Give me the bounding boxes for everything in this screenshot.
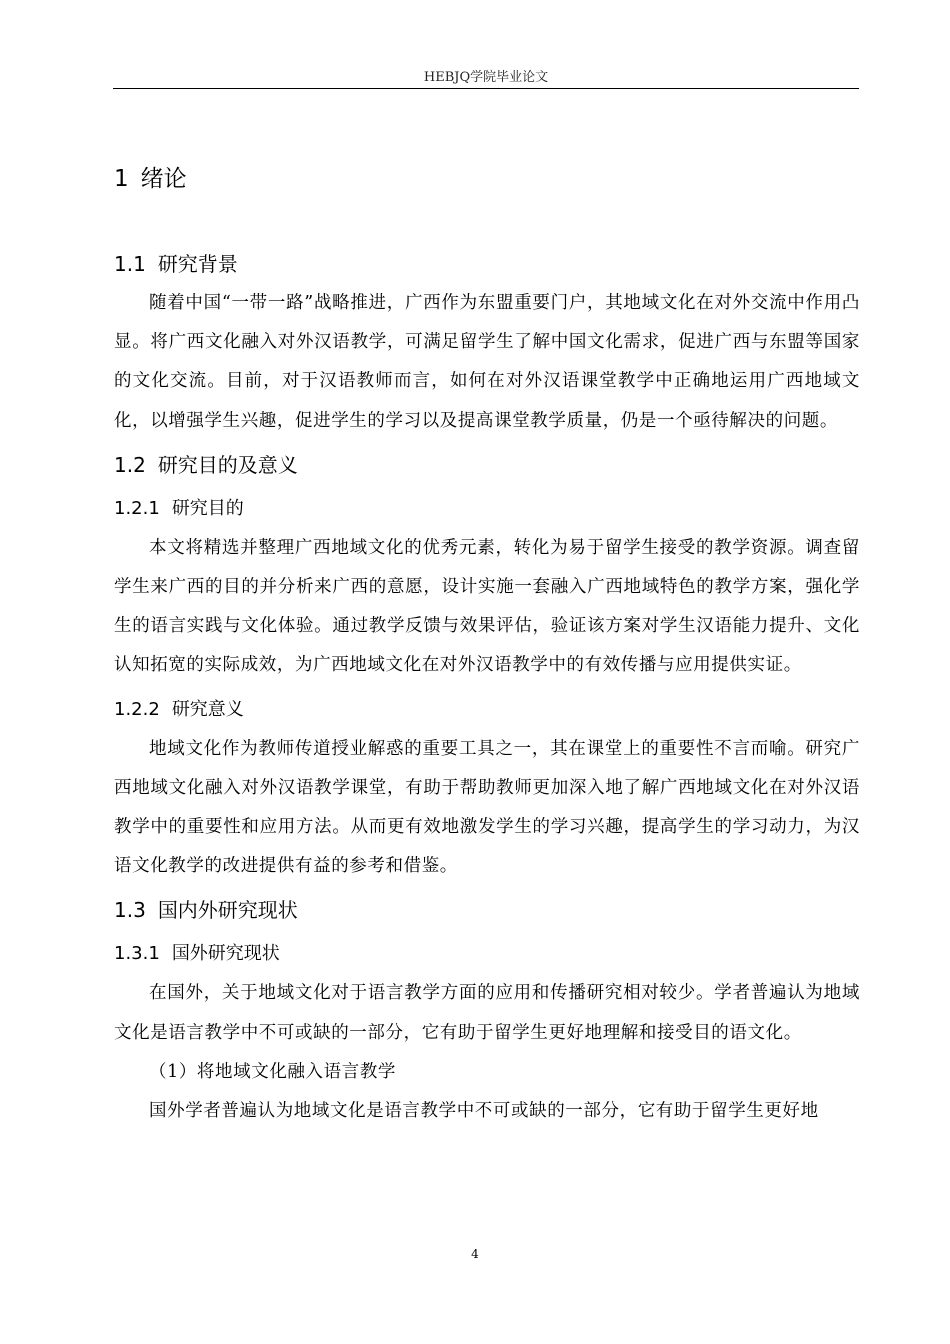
page-number: 4 [471, 1247, 479, 1261]
section-heading-1-3 [114, 890, 860, 930]
subsection-heading-1-2-2 [114, 690, 860, 730]
paragraph-foreign-research: 在国外，关于地域文化对于语言教学方面的应用和传播研究相对较少。学者普遍认为地域文化是语言教学中不可或缺的一部分，它有助于留学生更好地理解和接受目的语文化。 [114, 983, 860, 1043]
section-heading-1-1 [114, 244, 860, 284]
chapter-title: 绪论 [140, 166, 187, 192]
subsection-title: 国外研究现状 [171, 943, 280, 965]
section-heading-1-2 [114, 445, 860, 485]
section-title: 研究背景 [157, 252, 238, 276]
page-body [114, 150, 860, 1131]
section-title: 研究目的及意义 [157, 452, 298, 477]
section-number: 1.1 [114, 252, 146, 276]
paragraph-foreign-research-continued: 国外学者普遍认为地域文化是语言教学中不可或缺的一部分，它有助于留学生更好地 [149, 1101, 819, 1122]
paragraph-purpose: 本文将精选并整理广西地域文化的优秀元素，转化为易于留学生接受的教学资源。调查留学生来广西的目的并分析来广西的意愿，设计实施一套融入广西地域特色的教学方案，强化学生的语言实践与文化体验。通过教学反馈与效果评估，验证该方案对学生汉语能力提升、文化认知拓宽的实际成效，为广西地域文化在对外汉语教学中的有效传播与应用提供实证。 [114, 537, 860, 676]
section-title: 国内外研究现状 [157, 898, 298, 923]
paragraph-background: 随着中国“一带一路”战略推进，广西作为东盟重要门户，其地域文化在对外交流中作用凸显。将广西文化融入对外汉语教学，可满足留学生了解中国文化需求，促进广西与东盟等国家的文化交流。目前，对于汉语教师而言，如何在对外汉语课堂教学中正确地运用广西地域文化，以增强学生兴趣，促进学生的学习以及提高课堂教学质量，仍是一个亟待解决的问题。 [114, 293, 860, 431]
section-number: 1.3 [114, 898, 146, 923]
section-number: 1.2 [114, 452, 146, 477]
subsection-number: 1.2.2 [114, 698, 160, 720]
subsection-title: 研究意义 [171, 698, 244, 720]
subsection-number: 1.3.1 [114, 943, 160, 965]
list-item-heading: （1）将地域文化融入语言教学 [149, 1061, 397, 1082]
chapter-heading [114, 150, 860, 208]
subsection-heading-1-2-1 [114, 489, 860, 529]
subsection-title: 研究目的 [171, 497, 244, 519]
running-header: HEBJQ学院毕业论文 [423, 70, 549, 85]
header-rule [113, 88, 859, 89]
chapter-number: 1 [114, 166, 129, 192]
subsection-number: 1.2.1 [114, 497, 160, 519]
paragraph-significance: 地域文化作为教师传道授业解惑的重要工具之一，其在课堂上的重要性不言而喻。研究广西地域文化融入对外汉语教学课堂，有助于帮助教师更加深入地了解广西地域文化在对外汉语教学中的重要性和应用方法。从而更有效地激发学生的学习兴趣，提高学生的学习动力，为汉语文化教学的改进提供有益的参考和借鉴。 [114, 738, 860, 877]
subsection-heading-1-3-1 [114, 934, 860, 974]
